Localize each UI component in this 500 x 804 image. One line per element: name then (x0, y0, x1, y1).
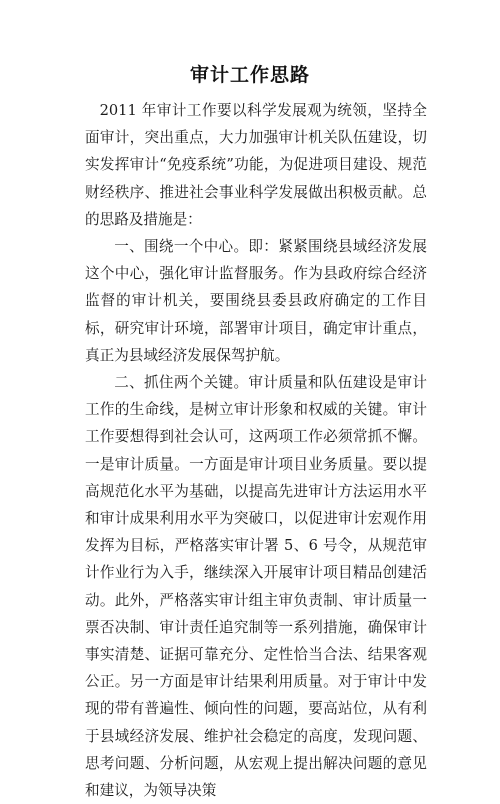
document-body (85, 97, 427, 804)
paragraph-two-keys: 二、抓住两个关键。审计质量和队伍建设是审计工作的生命线，是树立审计形象和权威的关键。审计工作要想得到社会认可，这两项工作必须常抓不懈。一是审计质量。一方面是审计项目业务质量。要以提高规范化水平为基础，以提高先进审计方法运用水平和审计成果利用水平为突破口，以促进审计宏观作用发挥为目标，严格落实审计署 5、6 号令，从规范审计作业行为入手，继续深入开展审计项目精品创建活动。此外，严格落实审计组主审负责制、审计质量一票否决制、审计责任追究制等一系列措施，确保审计事实清楚、证据可靠充分、定性恰当合法、结果客观公正。另一方面是审计结果利用质量。对于审计中发现的带有普遍性、倾向性的问题，要高站位，从有利于县域经济发展、维护社会稳定的高度，发现问题、思考问题、分析问题，从宏观上提出解决问题的意见和建议，为领导决策 (85, 374, 427, 800)
paragraph-one-center: 一、围绕一个中心。即：紧紧围绕县域经济发展这个中心，强化审计监督服务。作为县政府综合经济监督的审计机关，要围绕县委县政府确定的工作目标，研究审计环境，部署审计项目，确定审计重点，真正为县域经济发展保驾护航。 (85, 238, 427, 364)
document-title: 审计工作思路 (189, 64, 310, 86)
paragraph-intro: 2011 年审计工作要以科学发展观为统领，坚持全面审计，突出重点，大力加强审计机关队伍建设，切实发挥审计“免疫系统”功能，为促进项目建设、规范财经秩序、推进社会事业科学发展做出积极贡献。总的思路及措施是： (85, 102, 427, 228)
